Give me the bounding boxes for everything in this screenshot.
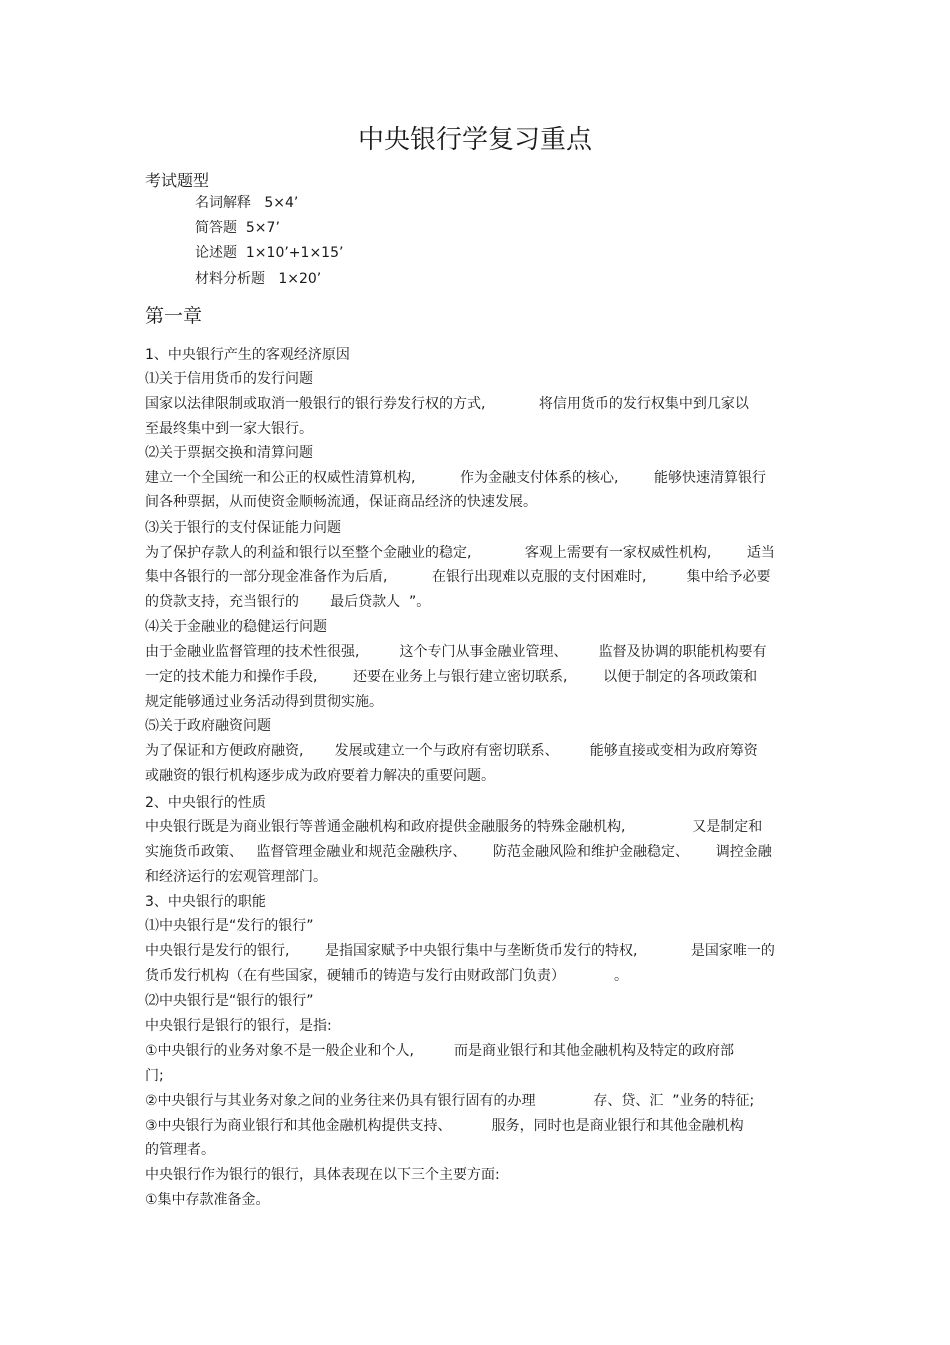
subsection-heading: ⑷关于金融业的稳健运行问题: [145, 619, 327, 635]
paragraph-line: 的贷款支持，充当银行的 最后贷款人 ”。: [145, 594, 431, 610]
paragraph-line: 或融资的银行机构逐步成为政府要着力解决的重要问题。: [145, 768, 495, 784]
paragraph-line: 一定的技术能力和操作手段, 还要在业务上与银行建立密切联系, 以便于制定的各项政策和: [145, 669, 758, 685]
paragraph-line: 和经济运行的宏观管理部门。: [145, 869, 327, 885]
list-item: ①集中存款准备金。: [145, 1192, 270, 1208]
document-title: 中央银行学复习重点: [357, 125, 592, 155]
section-heading: 3、中央银行的职能: [145, 894, 266, 910]
paragraph-line: 间各种票据，从而使资金顺畅流通，保证商品经济的快速发展。: [145, 494, 537, 510]
exam-types-heading: 考试题型: [145, 171, 210, 190]
paragraph-line: 中央银行作为银行的银行，具体表现在以下三个主要方面:: [145, 1167, 500, 1183]
paragraph-line: 中央银行既是为商业银行等普通金融机构和政府提供金融服务的特殊金融机构, 又是制定和: [145, 819, 763, 835]
exam-type-item: 简答题 5×7’: [195, 220, 280, 236]
paragraph-line: 中央银行是银行的银行，是指:: [145, 1018, 332, 1034]
paragraph-line: 国家以法律限制或取消一般银行的银行券发行权的方式, 将信用货币的发行权集中到几家以: [145, 396, 749, 412]
paragraph-line: 实施货币政策、 监督管理金融业和规范金融秩序、 防范金融风险和维护金融稳定、 调控金融: [145, 844, 772, 860]
paragraph-line: 中央银行是发行的银行, 是指国家赋予中央银行集中与垄断货币发行的特权, 是国家唯一的: [145, 943, 775, 959]
paragraph-line: 货币发行机构（在有些国家，硬辅币的铸造与发行由财政部门负责） 。: [145, 968, 628, 984]
paragraph-line: 至最终集中到一家大银行。: [145, 421, 313, 437]
subsection-heading: ⑸关于政府融资问题: [145, 718, 271, 734]
chapter-heading: 第一章: [145, 305, 203, 327]
list-item: ③中央银行为商业银行和其他金融机构提供支持、 服务，同时也是商业银行和其他金融机构: [145, 1118, 744, 1134]
paragraph-line: 为了保护存款人的利益和银行以至整个金融业的稳定, 客观上需要有一家权威性机构, 适当: [145, 545, 775, 561]
list-item: ①中央银行的业务对象不是一般企业和个人, 而是商业银行和其他金融机构及特定的政府部: [145, 1043, 735, 1059]
paragraph-line: 建立一个全国统一和公正的权威性清算机构, 作为金融支付体系的核心, 能够快速清算银行: [145, 470, 767, 486]
section-heading: 2、中央银行的性质: [145, 795, 266, 811]
subsection-heading: ⑴中央银行是“发行的银行”: [145, 918, 314, 934]
exam-type-item: 材料分析题 1×20’: [195, 271, 322, 287]
exam-type-item: 名词解释 5×4’: [195, 195, 299, 211]
paragraph-line: 的管理者。: [145, 1142, 215, 1158]
subsection-heading: ⑶关于银行的支付保证能力问题: [145, 520, 341, 536]
paragraph-line: 规定能够通过业务活动得到贯彻实施。: [145, 694, 383, 710]
list-item: ②中央银行与其业务对象之间的业务往来仍具有银行固有的办理 存、贷、汇 ”业务的特征;: [145, 1093, 755, 1109]
paragraph-line: 由于金融业监督管理的技术性很强, 这个专门从事金融业管理、 监督及协调的职能机构要有: [145, 644, 767, 660]
subsection-heading: ⑴关于信用货币的发行问题: [145, 371, 313, 387]
subsection-heading: ⑵中央银行是“银行的银行”: [145, 993, 314, 1009]
subsection-heading: ⑵关于票据交换和清算问题: [145, 445, 313, 461]
exam-type-item: 论述题 1×10’+1×15’: [195, 245, 344, 261]
paragraph-line: 集中各银行的一部分现金准备作为后盾, 在银行出现难以克服的支付困难时, 集中给予必要: [145, 569, 771, 585]
section-heading: 1、中央银行产生的客观经济原因: [145, 347, 350, 363]
paragraph-line: 为了保证和方便政府融资, 发展或建立一个与政府有密切联系、 能够直接或变相为政府筹资: [145, 743, 758, 759]
paragraph-line: 门;: [145, 1068, 164, 1084]
